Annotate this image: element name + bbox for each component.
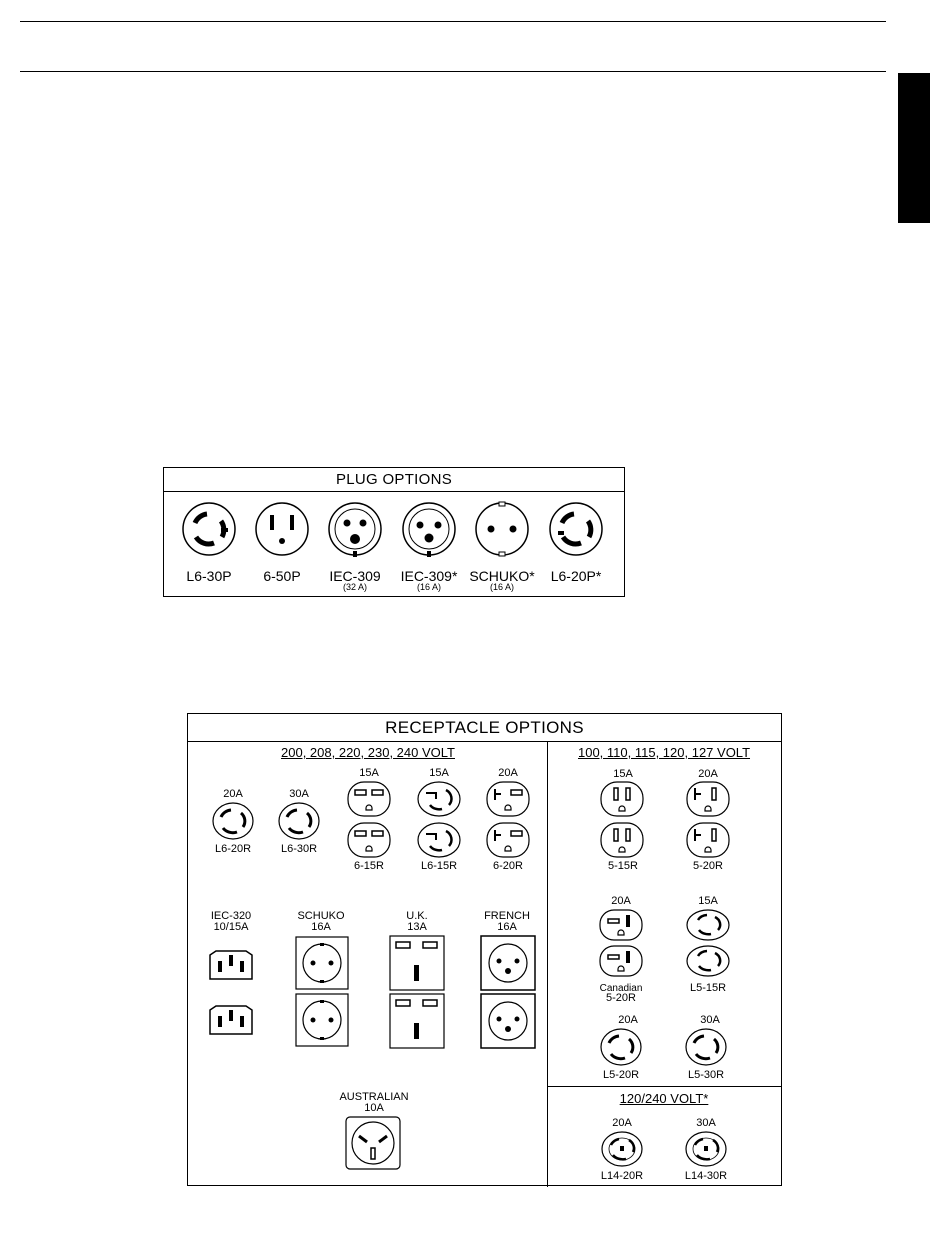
plug-options-title: PLUG OPTIONS (335, 471, 453, 488)
split-phase-heading: 120/240 VOLT* (619, 1091, 709, 1106)
amp-rating: 30A (696, 1117, 716, 1129)
straight-blade-receptacle-icon (685, 780, 731, 818)
amp-rating: 30A (700, 1014, 720, 1026)
header-rule (20, 71, 886, 72)
plug-rating: (16 A) (489, 582, 515, 592)
straight-blade-receptacle-icon (485, 821, 531, 859)
receptacle-name: L6-15R (420, 860, 458, 872)
receptacle-name: L6-30R (280, 843, 318, 855)
receptacle-name: L5-15R (689, 982, 727, 994)
amp-rating: 13A (407, 921, 427, 933)
receptacle-name: L5-30R (687, 1069, 725, 1081)
amp-rating: 20A (618, 1014, 638, 1026)
straight-blade-receptacle-icon (598, 908, 644, 942)
amp-rating: 20A (611, 895, 631, 907)
iec-309-plug-icon (327, 501, 383, 557)
amp-rating: 15A (613, 768, 633, 780)
receptacle-options-title: RECEPTACLE OPTIONS (385, 718, 584, 737)
schuko-receptacle-icon (295, 936, 349, 990)
receptacle-name: 5-15R (608, 860, 638, 872)
receptacle-name: L5-20R (602, 1069, 640, 1081)
plug-label: SCHUKO* (469, 568, 535, 584)
straight-blade-plug-icon (254, 501, 310, 557)
top-rule (20, 21, 886, 22)
twist-lock-receptacle-icon (684, 1130, 728, 1168)
amp-rating: 15A (359, 767, 379, 779)
straight-blade-receptacle-icon (599, 780, 645, 818)
receptacle-title-divider (188, 741, 781, 742)
schuko-receptacle-icon (295, 993, 349, 1047)
receptacle-name: FRENCH (484, 910, 530, 922)
receptacle-name: Canadian (599, 983, 643, 994)
plug-rating: (32 A) (342, 582, 368, 592)
plug-options-divider (164, 491, 624, 492)
australian-receptacle-icon (345, 1116, 401, 1170)
plug-label: L6-30P (186, 568, 232, 584)
iec-320-receptacle-icon (208, 1004, 254, 1036)
twist-lock-receptacle-icon (211, 801, 255, 841)
receptacle-name: SCHUKO (297, 910, 345, 922)
uk-receptacle-icon (389, 935, 445, 991)
amp-rating: 16A (497, 921, 517, 933)
plug-label: IEC-309* (400, 568, 458, 584)
receptacle-name: 5-20R (693, 860, 723, 872)
section-tab (898, 73, 930, 223)
twist-lock-receptacle-icon (684, 1027, 728, 1067)
receptacle-name: AUSTRALIAN (339, 1091, 409, 1103)
amp-rating: 30A (289, 788, 309, 800)
twist-lock-receptacle-icon (600, 1130, 644, 1168)
plug-label: L6-20P* (550, 568, 602, 584)
receptacle-name: IEC-320 (210, 910, 252, 922)
split-phase-divider (547, 1086, 781, 1087)
receptacle-name: 5-20R (606, 992, 636, 1004)
uk-receptacle-icon (389, 993, 445, 1049)
amp-rating: 10/15A (213, 921, 249, 933)
receptacle-name: 6-20R (493, 860, 523, 872)
straight-blade-receptacle-icon (598, 944, 644, 978)
twist-lock-receptacle-icon (685, 944, 731, 978)
french-receptacle-icon (480, 993, 536, 1049)
receptacle-name: U.K. (406, 910, 428, 922)
high-voltage-heading: 200, 208, 220, 230, 240 VOLT (281, 745, 455, 760)
amp-rating: 15A (429, 767, 449, 779)
amp-rating: 20A (223, 788, 243, 800)
twist-lock-receptacle-icon (685, 908, 731, 942)
receptacle-name: L14-20R (600, 1170, 644, 1182)
straight-blade-receptacle-icon (685, 821, 731, 859)
low-voltage-heading: 100, 110, 115, 120, 127 VOLT (577, 745, 751, 760)
plug-options-box (163, 467, 625, 597)
receptacle-name: L6-20R (214, 843, 252, 855)
twist-lock-receptacle-icon (416, 780, 462, 818)
twist-lock-plug-icon (548, 501, 604, 557)
amp-rating: 20A (612, 1117, 632, 1129)
twist-lock-receptacle-icon (599, 1027, 643, 1067)
plug-rating: (16 A) (416, 582, 442, 592)
receptacle-name: L14-30R (684, 1170, 728, 1182)
receptacle-name: 6-15R (354, 860, 384, 872)
iec-309-plug-icon (401, 501, 457, 557)
receptacle-options-box (187, 713, 782, 1186)
plug-label: 6-50P (263, 568, 301, 584)
french-receptacle-icon (480, 935, 536, 991)
schuko-plug-icon (474, 501, 530, 557)
amp-rating: 20A (498, 767, 518, 779)
amp-rating: 16A (311, 921, 331, 933)
receptacle-column-divider (547, 741, 548, 1187)
amp-rating: 20A (698, 768, 718, 780)
straight-blade-receptacle-icon (485, 780, 531, 818)
twist-lock-receptacle-icon (416, 821, 462, 859)
straight-blade-receptacle-icon (346, 780, 392, 818)
straight-blade-receptacle-icon (346, 821, 392, 859)
plug-label: IEC-309 (329, 568, 381, 584)
twist-lock-plug-icon (181, 501, 237, 557)
amp-rating: 15A (698, 895, 718, 907)
straight-blade-receptacle-icon (599, 821, 645, 859)
twist-lock-receptacle-icon (277, 801, 321, 841)
amp-rating: 10A (364, 1102, 384, 1114)
iec-320-receptacle-icon (208, 949, 254, 981)
